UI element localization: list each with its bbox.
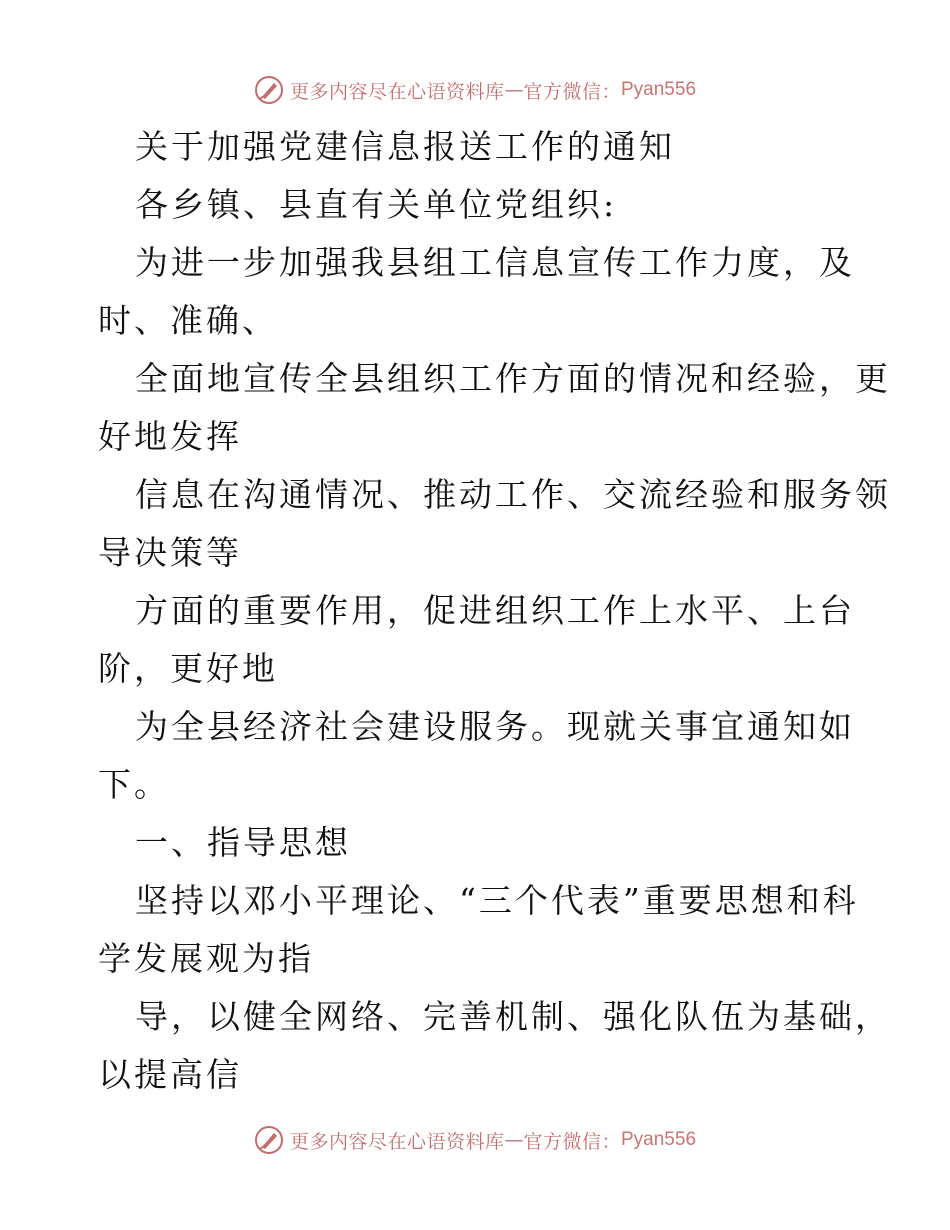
document-body (98, 118, 891, 1104)
doc-line: 学发展观为指 (98, 939, 314, 978)
watermark-separator: — (504, 79, 524, 101)
doc-line: 一、指导思想 (135, 823, 351, 862)
doc-line: 信息在沟通情况、推动工作、交流经验和服务领 (135, 475, 891, 514)
doc-line: 好地发挥 (98, 417, 242, 456)
watermark-wechat-label: 官方微信： (523, 1130, 621, 1153)
quill-logo-icon (254, 75, 284, 105)
doc-line: 方面的重要作用，促进组织工作上水平、上台 (135, 591, 855, 630)
doc-line: 时、准确、 (98, 301, 278, 340)
watermark-wechat-id: Pyan556 (621, 79, 697, 100)
watermark-separator: — (504, 1129, 524, 1151)
watermark-text: 更多内容尽在心语资料库 (289, 1130, 505, 1153)
doc-line: 以提高信 (98, 1055, 242, 1094)
quill-logo-icon (254, 1125, 284, 1155)
watermark-wechat-id: Pyan556 (621, 1129, 697, 1150)
doc-line: 为全县经济社会建设服务。现就关事宜通知如 (135, 707, 855, 746)
watermark-text: 更多内容尽在心语资料库 (289, 80, 505, 103)
doc-line: 导决策等 (98, 533, 242, 572)
doc-line: 导，以健全网络、完善机制、强化队伍为基础， (135, 997, 891, 1036)
doc-line: 阶，更好地 (98, 649, 278, 688)
watermark-header (0, 70, 950, 110)
watermark-footer (0, 1120, 950, 1160)
watermark-wechat-label: 官方微信： (523, 80, 621, 103)
doc-line: 全面地宣传全县组织工作方面的情况和经验，更 (135, 359, 891, 398)
doc-line: 各乡镇、县直有关单位党组织: (135, 185, 618, 224)
doc-line: 关于加强党建信息报送工作的通知 (135, 127, 675, 166)
doc-line: 下。 (98, 765, 170, 804)
doc-line: 坚持以邓小平理论、“三个代表”重要思想和科 (135, 881, 859, 920)
doc-line: 为进一步加强我县组工信息宣传工作力度，及 (135, 243, 855, 282)
